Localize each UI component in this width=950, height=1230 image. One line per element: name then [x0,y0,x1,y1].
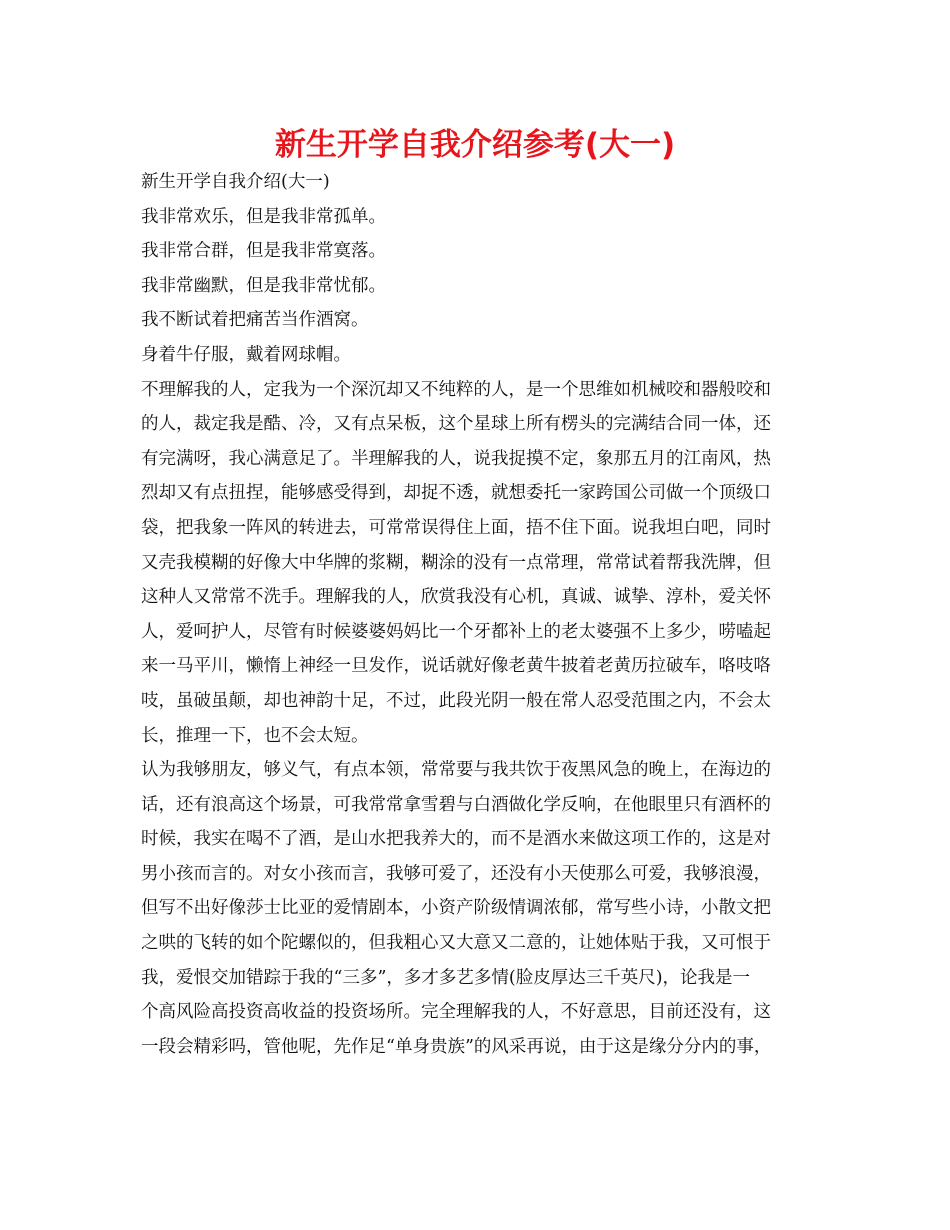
text-line: 人，爱呵护人，尽管有时候婆婆妈妈比一个牙都补上的老太婆强不上多少，唠嗑起 [141,621,771,642]
text-line: 烈却又有点扭捏，能够感受得到，却捉不透，就想委托一家跨国公司做一个顶级口 [141,483,771,504]
text-line: 吱，虽破虽颠，却也神韵十足，不过，此段光阴一般在常人忍受范围之内，不会太 [141,690,771,711]
text-line: 身着牛仔服，戴着网球帽。 [141,344,351,365]
text-line: 长，推理一下，也不会太短。 [141,725,369,746]
document-body [141,165,813,1064]
text-line: 一段会精彩吗，管他呢，先作足“单身贵族”的风采再说，由于这是缘分分内的事， [141,1036,772,1057]
text-line: 我，爱恨交加错踪于我的“三多”，多才多艺多情(脸皮厚达三千英尺)，论我是一 [141,967,751,988]
text-line: 认为我够朋友，够义气，有点本领，常常要与我共饮于夜黑风急的晚上，在海边的 [141,760,771,781]
text-line: 但写不出好像莎士比亚的爱情剧本，小资产阶级情调浓郁，常写些小诗，小散文把 [141,898,771,919]
document-title: 新生开学自我介绍参考(大一) [274,127,676,163]
text-line: 这种人又常常不洗手。理解我的人，欣赏我没有心机，真诚、诚挚、淳朴，爱关怀 [141,587,771,608]
text-line: 不理解我的人，定我为一个深沉却又不纯粹的人，是一个思维如机械咬和器般咬和 [141,379,771,400]
text-line: 男小孩而言的。对女小孩而言，我够可爱了，还没有小天使那么可爱，我够浪漫， [141,863,771,884]
text-line: 袋，把我象一阵风的转进去，可常常误得住上面，捂不住下面。说我坦白吧，同时 [141,517,771,538]
text-line: 时候，我实在喝不了酒，是山水把我养大的，而不是酒水来做这项工作的，这是对 [141,829,771,850]
text-line: 之哄的飞转的如个陀螺似的，但我粗心又大意又二意的，让她体贴于我，又可恨于 [141,933,771,954]
text-line: 新生开学自我介绍(大一) [141,172,330,192]
text-line: 来一马平川，懒惰上神经一旦发作，说话就好像老黄牛披着老黄历拉破车，咯吱咯 [141,656,771,677]
text-line: 又壳我模糊的好像大中华牌的浆糊，糊涂的没有一点常理，常常试着帮我洗牌，但 [141,552,771,573]
text-line: 个高风险高投资高收益的投资场所。完全理解我的人，不好意思，目前还没有，这 [141,1002,771,1023]
text-line: 我非常合群，但是我非常寞落。 [141,241,386,262]
text-line: 有完满呀，我心满意足了。半理解我的人，说我捉摸不定，象那五月的江南风，热 [141,448,771,469]
text-line: 我不断试着把痛苦当作酒窝。 [141,310,369,331]
text-line: 的人，裁定我是酷、冷，又有点呆板，这个星球上所有楞头的完满结合同一体，还 [141,414,771,435]
text-line: 我非常欢乐，但是我非常孤单。 [141,206,386,227]
text-line: 话，还有浪高这个场景，可我常常拿雪碧与白酒做化学反响，在他眼里只有酒杯的 [141,794,771,815]
text-line: 我非常幽默，但是我非常忧郁。 [141,275,386,296]
